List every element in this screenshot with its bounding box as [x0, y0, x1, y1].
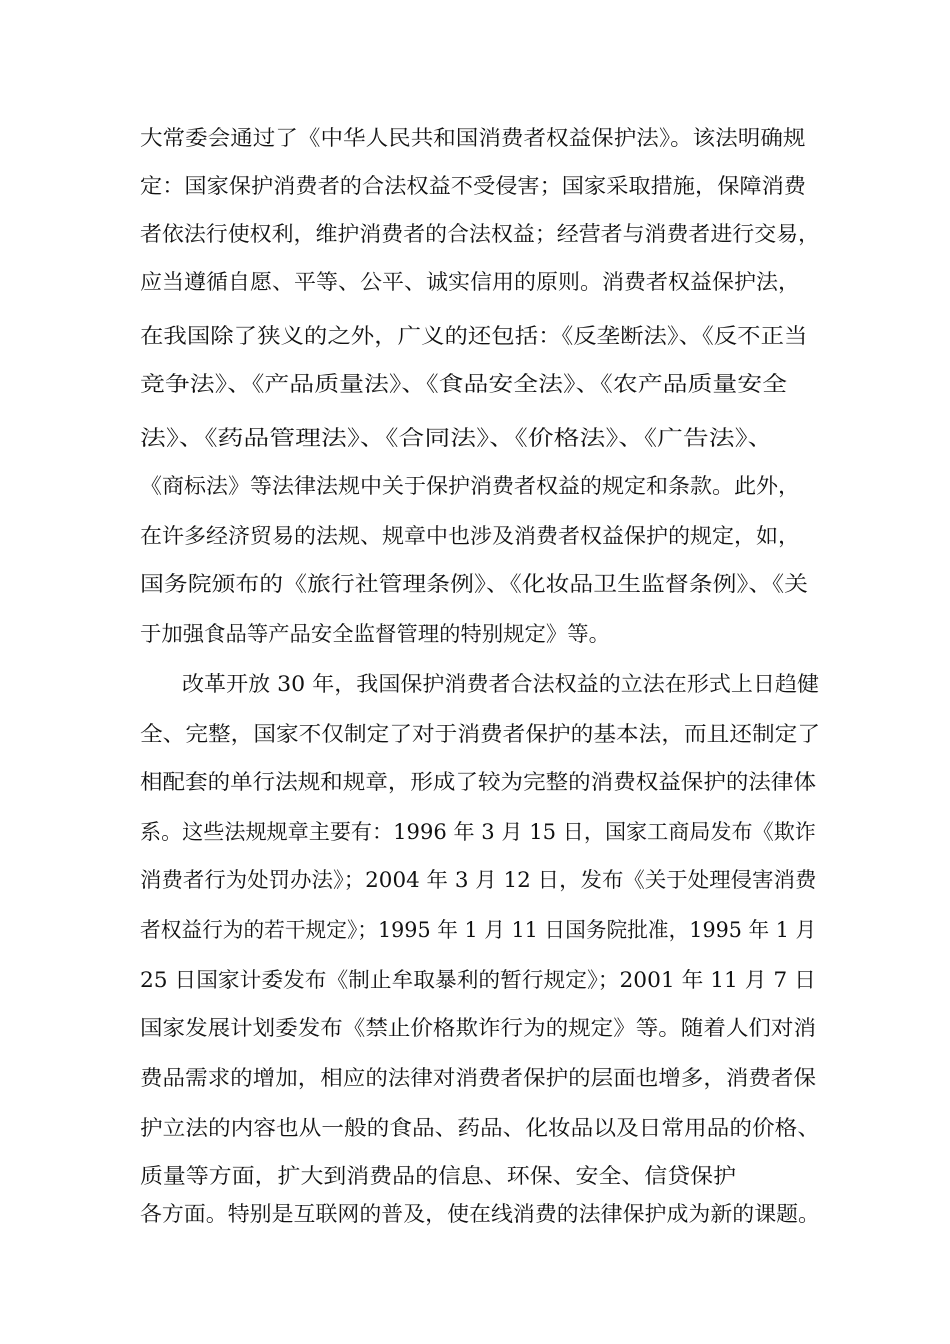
- text-line: 护立法的内容也从一般的食品、药品、化妆品以及日常用品的价格、: [140, 1116, 821, 1140]
- text-line: 在许多经济贸易的法规、规章中也涉及消费者权益保护的规定，如，: [140, 524, 801, 548]
- text-line: 应当遵循自愿、平等、公平、诚实信用的原则。消费者权益保护法，: [140, 270, 801, 294]
- text-line: 法》、《药品管理法》、《合同法》、《价格法》、《广告法》、: [140, 426, 774, 450]
- text-line: 25 日国家计委发布《制止牟取暴利的暂行规定》；2001 年 11 月 7 日: [140, 968, 816, 992]
- text-line: 在我国除了狭义的之外，广义的还包括：《反垄断法》、《反不正当: [140, 324, 808, 348]
- text-line: 消费者行为处罚办法》；2004 年 3 月 12 日，发布《关于处理侵害消费: [140, 868, 817, 892]
- text-line: 于加强食品等产品安全监督管理的特别规定》等。: [140, 622, 610, 646]
- text-line: 全、完整，国家不仅制定了对于消费者保护的基本法，而且还制定了: [140, 722, 821, 746]
- text-line: 《商标法》等法律法规中关于保护消费者权益的规定和条款。此外，: [140, 474, 801, 498]
- paragraph-start-line: 改革开放 30 年，我国保护消费者合法权益的立法在形式上日趋健: [182, 672, 820, 696]
- text-line: 相配套的单行法规和规章，形成了较为完整的消费权益保护的法律体: [140, 770, 817, 794]
- text-line: 质量等方面，扩大到消费品的信息、环保、安全、信贷保护: [140, 1164, 736, 1188]
- text-line: 定：国家保护消费者的合法权益不受侵害；国家采取措施，保障消费: [140, 174, 806, 198]
- text-line: 国家发展计划委发布《禁止价格欺诈行为的规定》等。随着人们对消: [140, 1016, 817, 1040]
- text-line: 者依法行使权利，维护消费者的合法权益；经营者与消费者进行交易，: [140, 222, 820, 246]
- text-line: 者权益行为的若干规定》；1995 年 1 月 11 日国务院批准，1995 年 1 月: [140, 918, 817, 942]
- text-line: 大常委会通过了《中华人民共和国消费者权益保护法》。该法明确规: [140, 126, 806, 150]
- text-line: 各方面。特别是互联网的普及，使在线消费的法律保护成为新的课题。: [140, 1202, 820, 1226]
- text-line: 国务院颁布的《旅行社管理条例》、《化妆品卫生监督条例》、《关: [140, 572, 808, 596]
- text-line: 系。这些法规规章主要有：1996 年 3 月 15 日，国家工商局发布《欺诈: [140, 820, 816, 844]
- text-line: 费品需求的增加，相应的法律对消费者保护的层面也增多，消费者保: [140, 1066, 817, 1090]
- text-line: 竞争法》、《产品质量法》、《食品安全法》、《农产品质量安全: [140, 372, 787, 396]
